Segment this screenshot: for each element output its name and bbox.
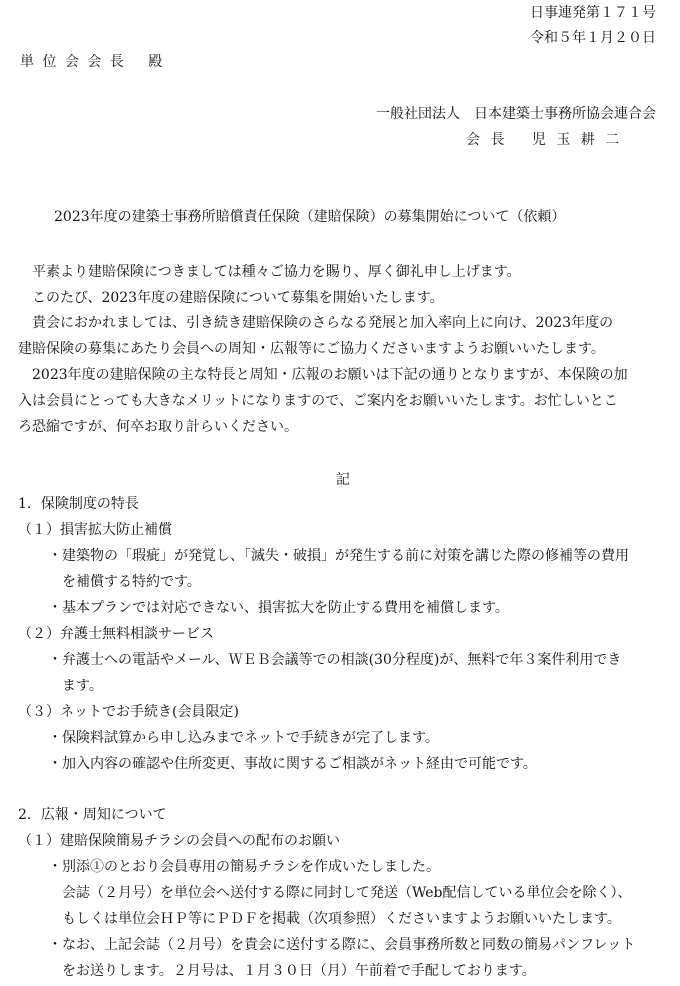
ki-marker: 記 [336, 472, 350, 488]
paragraph-3-line-1: 貴会におかれましては、引き続き建賠保険のさらなる発展と加入率向上に向け、2023年度の [32, 315, 614, 331]
section-1-sub-2-heading: （２）弁護士無料相談サービス [18, 626, 214, 642]
document-title: 2023年度の建築士事務所賠償責任保険（建賠保険）の募集開始について（依頼） [54, 209, 566, 225]
paragraph-4-line-1: 2023年度の建賠保険の主な特長と周知・広報のお願いは下記の通りとなりますが、本保険の加 [32, 367, 628, 383]
sender-organization: 一般社団法人 日本建築士事務所協会連合会 [376, 106, 656, 122]
section-2-sub-1-bullet-2-line-1: ・なお、上記会誌（２月号）を貴会に送付する際に、会員事務所数と同数の簡易パンフレット [48, 937, 636, 953]
section-1-sub-3-bullet-2: ・加入内容の確認や住所変更、事故に関するご相談がネット経由で可能です。 [48, 756, 537, 772]
section-2-sub-1-bullet-1-line-2: 会誌（２月号）を単位会へ送付する際に同封して発送（Web配信している単位会を除く）、 [62, 885, 632, 901]
document-date: 令和５年１月２０日 [530, 30, 656, 46]
section-1-sub-1-bullet-1-line-2: を補償する特約です。 [62, 574, 201, 590]
paragraph-4-line-3: ろ恐縮ですが、何卒お取り計らいください。 [18, 419, 298, 435]
section-1-sub-1-bullet-1-line-1: ・建築物の「瑕疵」が発覚し、「滅失・破損」が発生する前に対策を講じた際の修補等の費用 [48, 548, 629, 564]
paragraph-1: 平素より建賠保険につきましては種々ご協力を賜り、厚く御礼申し上げます。 [32, 264, 521, 280]
document-number: 日事連発第１７１号 [530, 5, 656, 21]
sender-name: 会 長 児 玉 耕 二 [466, 132, 623, 148]
section-2-sub-1-bullet-1-line-1: ・別添①のとおり会員専用の簡易チラシを作成いたしました。 [48, 859, 440, 875]
paragraph-3-line-2: 建賠保険の募集にあたり会員への周知・広報等にご協力くださいますようお願いいたします。 [18, 341, 605, 357]
paragraph-2: このたび、2023年度の建賠保険について募集を開始いたします。 [32, 290, 444, 306]
paragraph-4-line-2: 入は会員にとっても大きなメリットになりますので、ご案内をお願いいたします。お忙しいとこ [18, 393, 618, 409]
section-1-sub-3-heading: （３）ネットでお手続き(会員限定) [18, 704, 239, 720]
section-1-sub-2-bullet-1-line-2: ます。 [62, 678, 103, 694]
section-2-sub-1-heading: （１）建賠保険簡易チラシの会員への配布のお願い [18, 833, 340, 849]
section-1-sub-2-bullet-1-line-1: ・弁護士への電話やメール、ＷＥＢ会議等での相談(30分程度)が、無料で年３案件利用でき [48, 652, 622, 668]
section-1-heading: 1．保険制度の特長 [18, 496, 139, 512]
section-1-sub-1-heading: （１）損害拡大防止補償 [18, 522, 172, 538]
section-2-sub-1-bullet-1-line-3: もしくは単位会ＨＰ等にＰＤＦを掲載（次項参照）くださいますようお願いいたします。 [62, 911, 621, 927]
section-1-sub-3-bullet-1: ・保険料試算から申し込みまでネットで手続きが完了します。 [48, 730, 439, 746]
section-1-sub-1-bullet-2: ・基本プランでは対応できない、損害拡大を防止する費用を補償します。 [48, 600, 509, 616]
section-2-sub-1-bullet-2-line-2: をお送りします。２月号は、１月３０日（月）午前着で手配しております。 [62, 963, 536, 979]
recipient: 単 位 会 会 長 殿 [20, 54, 165, 70]
section-2-heading: 2．広報・周知について [18, 807, 167, 823]
